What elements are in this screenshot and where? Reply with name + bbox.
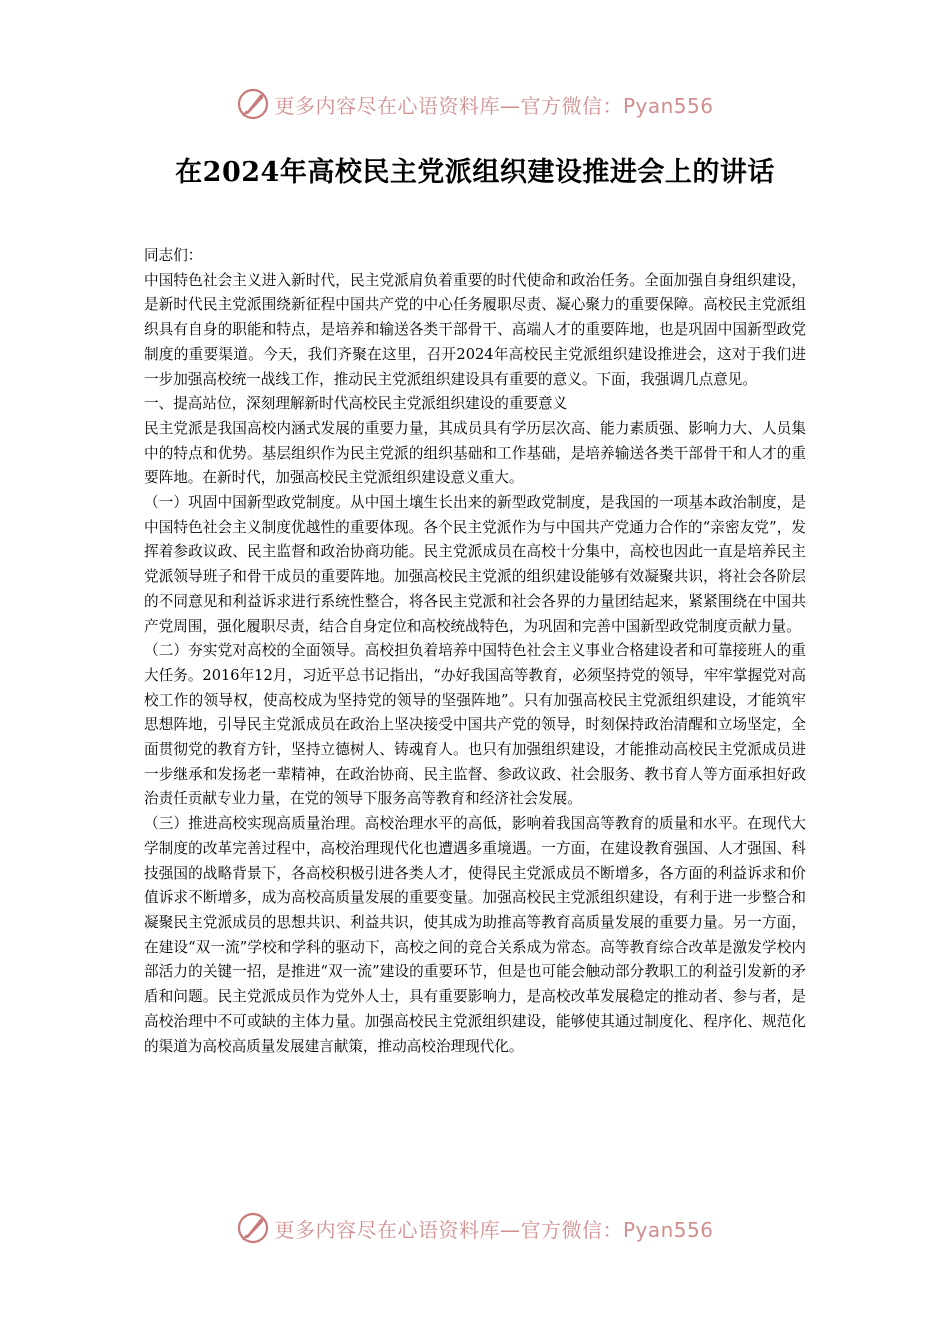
- body-paragraph: （三）推进高校实现高质量治理。高校治理水平的高低，影响着我国高等教育的质量和水平。在现代大学制度的改革完善过程中，高校治理现代化也遭遇多重境遇。一方面，在建设教育强国、人才强国、科技强国的战略背景下，各高校积极引进各类人才，使得民主党派成员不断增多，各方面的利益诉求和价值诉求不断增多，成为高校高质量发展的重要变量。加强高校民主党派组织建设，有利于进一步整合和凝聚民主党派成员的思想共识、利益共识，使其成为助推高等教育高质量发展的重要力量。另一方面，在建设“双一流”学校和学科的驱动下，高校之间的竞合关系成为常态。高等教育综合改革是激发学校内部活力的关键一招，是推进“双一流”建设的重要环节，但是也可能会触动部分教职工的利益引发新的矛盾和问题。民主党派成员作为党外人士，具有重要影响力，是高校改革发展稳定的推动者、参与者，是高校治理中不可或缺的主体力量。加强高校民主党派组织建设，能够使其通过制度化、程序化、规范化的渠道为高校高质量发展建言献策，推动高校治理现代化。: [144, 815, 806, 1055]
- body-paragraph: （二）夯实党对高校的全面领导。高校担负着培养中国特色社会主义事业合格建设者和可靠接班人的重大任务。2016年12月，习近平总书记指出，“办好我国高等教育，必须坚持党的领导，牢牢掌握党对高校工作的领导权，使高校成为坚持党的领导的坚强阵地”。只有加强高校民主党派组织建设，才能筑牢思想阵地，引导民主党派成员在政治上坚决接受中国共产党的领导，时刻保持政治清醒和立场坚定，全面贯彻党的教育方针，坚持立德树人、铸魂育人。也只有加强组织建设，才能推动高校民主党派成员进一步继承和发扬老一辈精神，在政治协商、民主监督、参政议政、社会服务、教书育人等方面承担好政治责任贡献专业力量，在党的领导下服务高等教育和经济社会发展。: [144, 642, 806, 808]
- document-title: 在2024年高校民主党派组织建设推进会上的讲话: [175, 157, 775, 188]
- intro-paragraph: 中国特色社会主义进入新时代，民主党派肩负着重要的时代使命和政治任务。全面加强自身组织建设，是新时代民主党派围绕新征程中国共产党的中心任务履职尽责、凝心聚力的重要保障。高校民主党派组织具有自身的职能和特点，是培养和输送各类干部骨干、高端人才的重要阵地，也是巩固中国新型政党制度的重要渠道。今天，我们齐聚在这里，召开2024年高校民主党派组织建设推进会，这对于我们进一步加强高校统一战线工作，推动民主党派组织建设具有重要的意义。下面，我强调几点意见。: [144, 271, 806, 388]
- watermark-banner-top: [0, 84, 950, 124]
- body-paragraph: 民主党派是我国高校内涵式发展的重要力量，其成员具有学历层次高、能力素质强、影响力大、人员集中的特点和优势。基层组织作为民主党派的组织基础和工作基础，是培养输送各类干部骨干和人才的重要阵地。在新时代，加强高校民主党派组织建设意义重大。: [144, 419, 806, 487]
- quill-pen-logo-icon: [236, 87, 270, 121]
- document-body: [144, 244, 806, 1059]
- watermark-banner-bottom: [0, 1208, 950, 1248]
- watermark-text: 更多内容尽在心语资料库—官方微信：Pyan556: [274, 1217, 714, 1242]
- section-heading: 一、提高站位，深刻理解新时代高校民主党派组织建设的重要意义: [144, 395, 568, 413]
- salutation: 同志们：: [144, 247, 203, 264]
- body-paragraph: （一）巩固中国新型政党制度。从中国土壤生长出来的新型政党制度，是我国的一项基本政治制度，是中国特色社会主义制度优越性的重要体现。各个民主党派作为与中国共产党通力合作的“亲密友党”，发挥着参政议政、民主监督和政治协商功能。民主党派成员在高校十分集中，高校也因此一直是培养民主党派领导班子和骨干成员的重要阵地。加强高校民主党派的组织建设能够有效凝聚共识，将社会各阶层的不同意见和利益诉求进行系统性整合，将各民主党派和社会各界的力量团结起来，紧紧围绕在中国共产党周围，强化履职尽责，结合自身定位和高校统战特色，为巩固和完善中国新型政党制度贡献力量。: [144, 494, 806, 635]
- watermark-text: 更多内容尽在心语资料库—官方微信：Pyan556: [274, 93, 714, 118]
- quill-pen-logo-icon: [236, 1211, 270, 1245]
